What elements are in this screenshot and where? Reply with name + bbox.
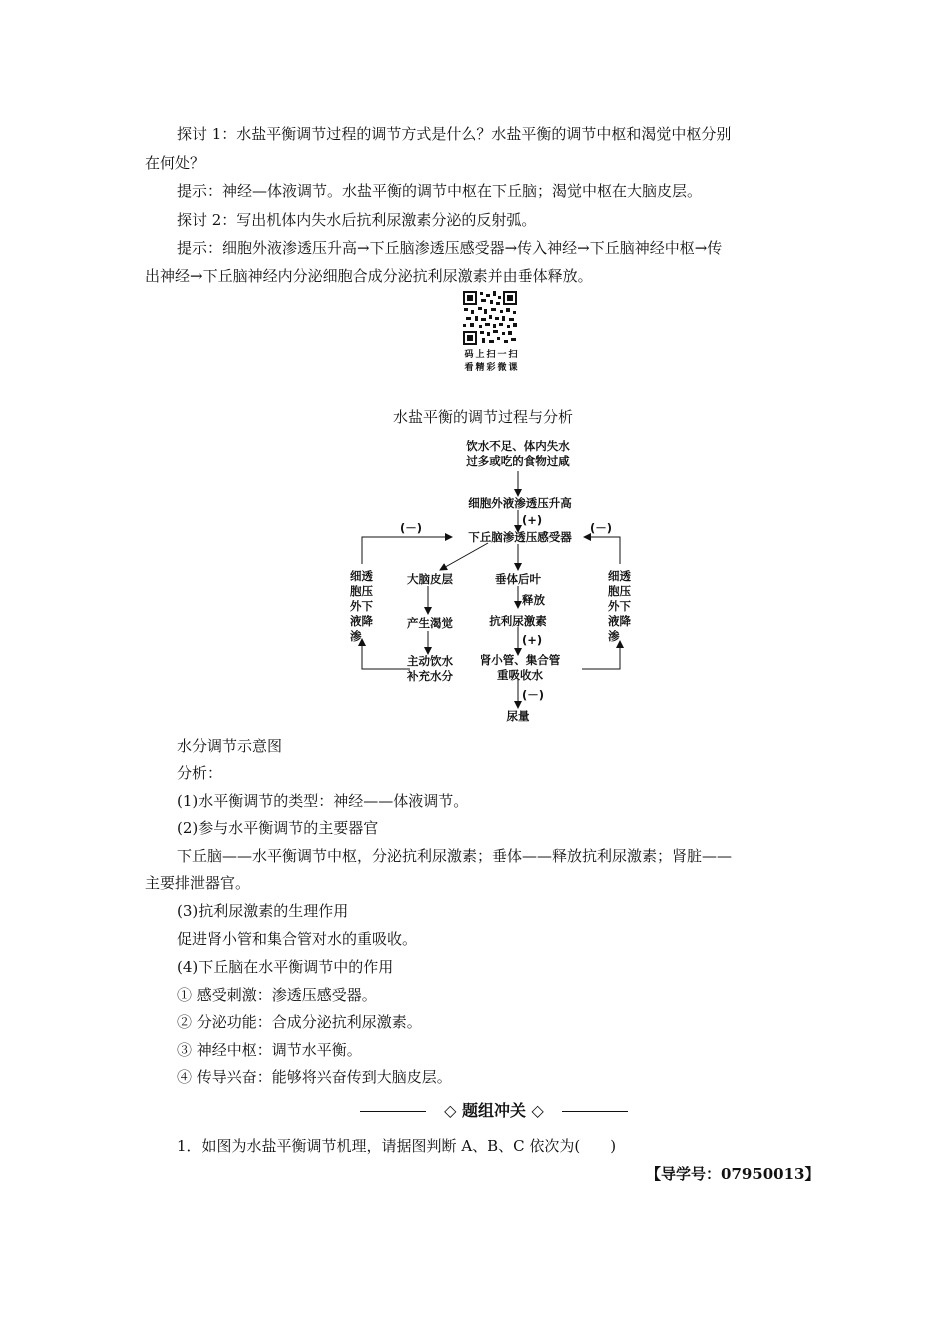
section-title: ◇ 题组冲关 ◇ <box>444 1101 544 1120</box>
hint-2-line1: 提示：细胞外液渗透压升高→下丘脑渗透压感受器→传入神经→下丘脑神经中枢→传 <box>177 239 723 257</box>
right-side-text-5: 渗 <box>608 629 620 643</box>
node-cerebral-cortex: 大脑皮层 <box>407 572 453 586</box>
analysis-3-detail: 促进肾小管和集合管对水的重吸收。 <box>177 930 418 948</box>
section-rule-left <box>360 1111 426 1112</box>
right-side-text-4: 液降 <box>608 614 631 628</box>
right-side-text-2: 胞压 <box>608 584 631 598</box>
node-ecf-osmolarity-up: 细胞外液渗透压升高 <box>468 496 572 510</box>
discussion-1-line2: 在何处？ <box>145 154 206 172</box>
node-kidney-line2: 重吸收水 <box>497 668 543 682</box>
analysis-3: (3)抗利尿激素的生理作用 <box>177 902 349 920</box>
right-side-text-1: 细透 <box>608 569 631 583</box>
hint-2-line2: 出神经→下丘脑神经内分泌细胞合成分泌抗利尿激素并由垂体释放。 <box>145 267 593 285</box>
analysis-1: (1)水平衡调节的类型：神经——体液调节。 <box>177 792 469 810</box>
left-side-text-5: 渗 <box>350 629 362 643</box>
node-thirst: 产生渴觉 <box>407 616 453 630</box>
section-rule-right <box>562 1111 628 1112</box>
analysis-4-item2: ② 分泌功能：合成分泌抗利尿激素。 <box>177 1013 422 1031</box>
label-release: 释放 <box>522 593 545 607</box>
sign-minus-right: (－) <box>590 521 613 535</box>
qr-caption-line1: 码上扫一扫 <box>464 350 520 360</box>
guide-number: 【导学号：07950013】 <box>646 1165 820 1183</box>
node-trigger-line2: 过多或吃的食物过咸 <box>466 454 570 468</box>
water-balance-diagram <box>340 436 640 726</box>
node-posterior-pituitary: 垂体后叶 <box>495 572 541 586</box>
diagram-caption: 水分调节示意图 <box>177 737 283 755</box>
node-drink-line1: 主动饮水 <box>407 654 453 668</box>
qr-code-icon[interactable] <box>462 290 518 346</box>
left-side-text-4: 液降 <box>350 614 373 628</box>
left-side-text-3: 外下 <box>350 599 373 613</box>
left-side-text-1: 细透 <box>350 569 373 583</box>
analysis-4-item4: ④ 传导兴奋：能够将兴奋传到大脑皮层。 <box>177 1068 452 1086</box>
section-header <box>360 1100 628 1122</box>
node-adh: 抗利尿激素 <box>489 614 547 628</box>
analysis-4: (4)下丘脑在水平衡调节中的作用 <box>177 958 394 976</box>
sign-plus-1: (+) <box>522 513 543 527</box>
analysis-2-detail-line2: 主要排泄器官。 <box>145 874 251 892</box>
node-hypothalamus-receptor: 下丘脑渗透压感受器 <box>468 530 572 544</box>
sign-minus-2: (－) <box>522 688 545 702</box>
hint-1: 提示：神经—体液调节。水盐平衡的调节中枢在下丘脑；渴觉中枢在大脑皮层。 <box>177 182 703 200</box>
analysis-2: (2)参与水平衡调节的主要器官 <box>177 819 379 837</box>
analysis-heading: 分析： <box>177 764 223 782</box>
figure-title: 水盐平衡的调节过程与分析 <box>393 408 574 426</box>
left-side-text-2: 胞压 <box>350 584 373 598</box>
right-side-text-3: 外下 <box>608 599 631 613</box>
analysis-4-item3: ③ 神经中枢：调节水平衡。 <box>177 1041 362 1059</box>
question-1: 1．如图为水盐平衡调节机理，请据图判断 A、B、C 依次为( ) <box>177 1137 617 1155</box>
sign-plus-2: (+) <box>522 633 543 647</box>
analysis-2-detail-line1: 下丘脑——水平衡调节中枢，分泌抗利尿激素；垂体——释放抗利尿激素；肾脏—— <box>177 847 733 865</box>
sign-minus-left: (－) <box>400 521 423 535</box>
node-trigger-line1: 饮水不足、体内失水 <box>466 439 570 453</box>
discussion-1-line1: 探讨 1：水盐平衡调节过程的调节方式是什么？水盐平衡的调节中枢和渴觉中枢分别 <box>177 125 732 143</box>
analysis-4-item1: ① 感受刺激：渗透压感受器。 <box>177 986 377 1004</box>
discussion-2: 探讨 2：写出机体内失水后抗利尿激素分泌的反射弧。 <box>177 211 537 229</box>
node-kidney-line1: 肾小管、集合管 <box>479 653 561 667</box>
node-urine-volume: 尿量 <box>506 709 530 723</box>
qr-caption-line2: 看精彩微课 <box>464 363 520 373</box>
node-drink-line2: 补充水分 <box>407 669 453 683</box>
